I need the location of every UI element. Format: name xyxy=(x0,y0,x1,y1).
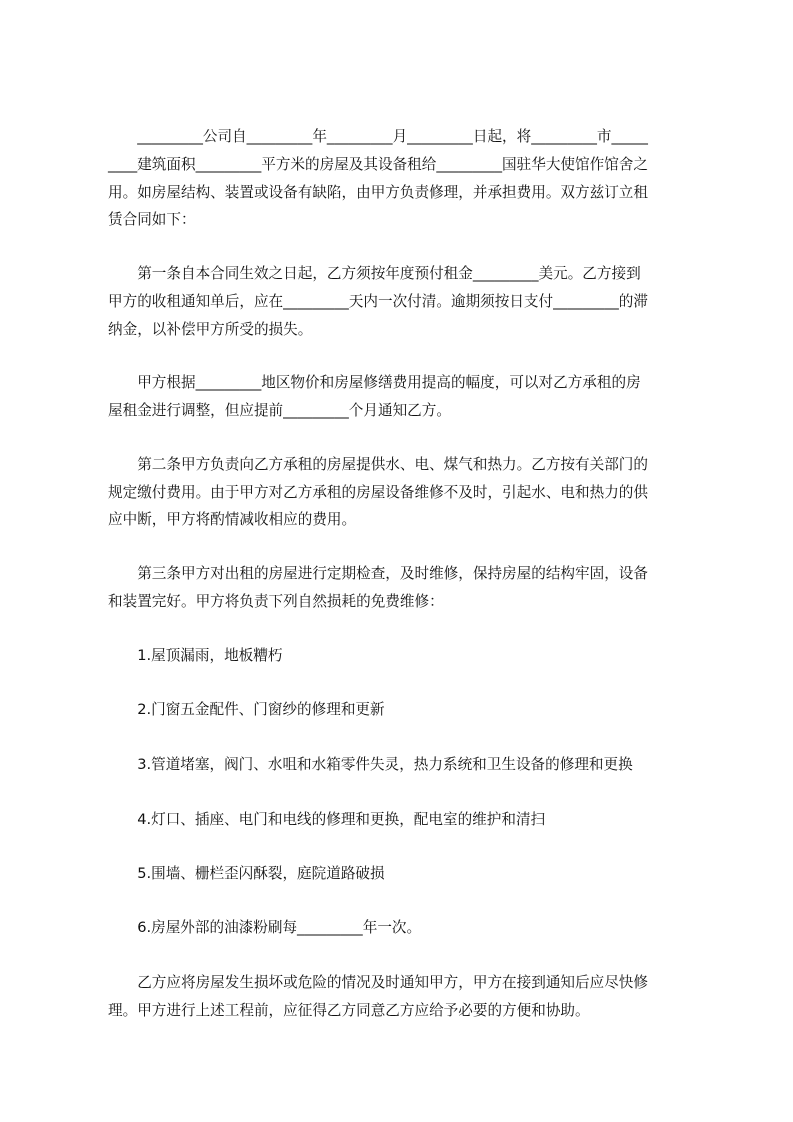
text-line: 第一条自本合同生效之日起，乙方须按年度预付租金_________美元。乙方接到 xyxy=(108,265,641,282)
text-line: 赁合同如下： xyxy=(108,211,196,228)
text-line: 和装置完好。甲方将负责下列自然损耗的免费维修： xyxy=(108,593,444,610)
list-item: 3.管道堵塞，阀门、水咀和水箱零件失灵，热力系统和卫生设备的修理和更换 xyxy=(108,756,633,773)
text-line: 理。甲方进行上述工程前，应征得乙方同意乙方应给予必要的方便和协助。 xyxy=(108,1002,590,1019)
list-item: 5.围墙、栅栏歪闪酥裂，庭院道路破损 xyxy=(108,865,385,882)
text-line: ____建筑面积_________平方米的房屋及其设备租给_________国驻华大使馆作馆舍之 xyxy=(108,156,648,173)
text-line: 甲方的收租通知单后，应在_________天内一次付清。逾期须按日支付_________的滞 xyxy=(108,293,648,310)
list-item: 4.灯口、插座、电门和电线的修理和更换，配电室的维护和清扫 xyxy=(108,811,546,828)
text-line: 纳金，以补偿甲方所受的损失。 xyxy=(108,321,313,338)
text-line: 第三条甲方对出租的房屋进行定期检查，及时维修，保持房屋的结构牢固，设备 xyxy=(108,565,648,582)
list-item: 6.房屋外部的油漆粉刷每_________年一次。 xyxy=(108,919,422,936)
text-line: 乙方应将房屋发生损坏或危险的情况及时通知甲方，甲方在接到通知后应尽快修 xyxy=(108,974,648,991)
text-line: _________公司自_________年_________月_________日起，将_________市_____ xyxy=(108,128,648,145)
text-line: 规定缴付费用。由于甲方对乙方承租的房屋设备维修不及时，引起水、电和热力的供 xyxy=(108,484,648,501)
text-line: 第二条甲方负责向乙方承租的房屋提供水、电、煤气和热力。乙方按有关部门的 xyxy=(108,456,648,473)
text-line: 屋租金进行调整，但应提前_________个月通知乙方。 xyxy=(108,402,451,419)
text-line: 甲方根据_________地区物价和房屋修缮费用提高的幅度，可以对乙方承租的房 xyxy=(108,374,641,391)
list-item: 2.门窗五金配件、门窗纱的修理和更新 xyxy=(108,701,385,718)
list-item: 1.屋顶漏雨，地板糟朽 xyxy=(108,647,283,664)
text-line: 应中断，甲方将酌情减收相应的费用。 xyxy=(108,511,357,528)
text-line: 用。如房屋结构、装置或设备有缺陷，由甲方负责修理，并承担费用。双方兹订立租 xyxy=(108,184,648,201)
